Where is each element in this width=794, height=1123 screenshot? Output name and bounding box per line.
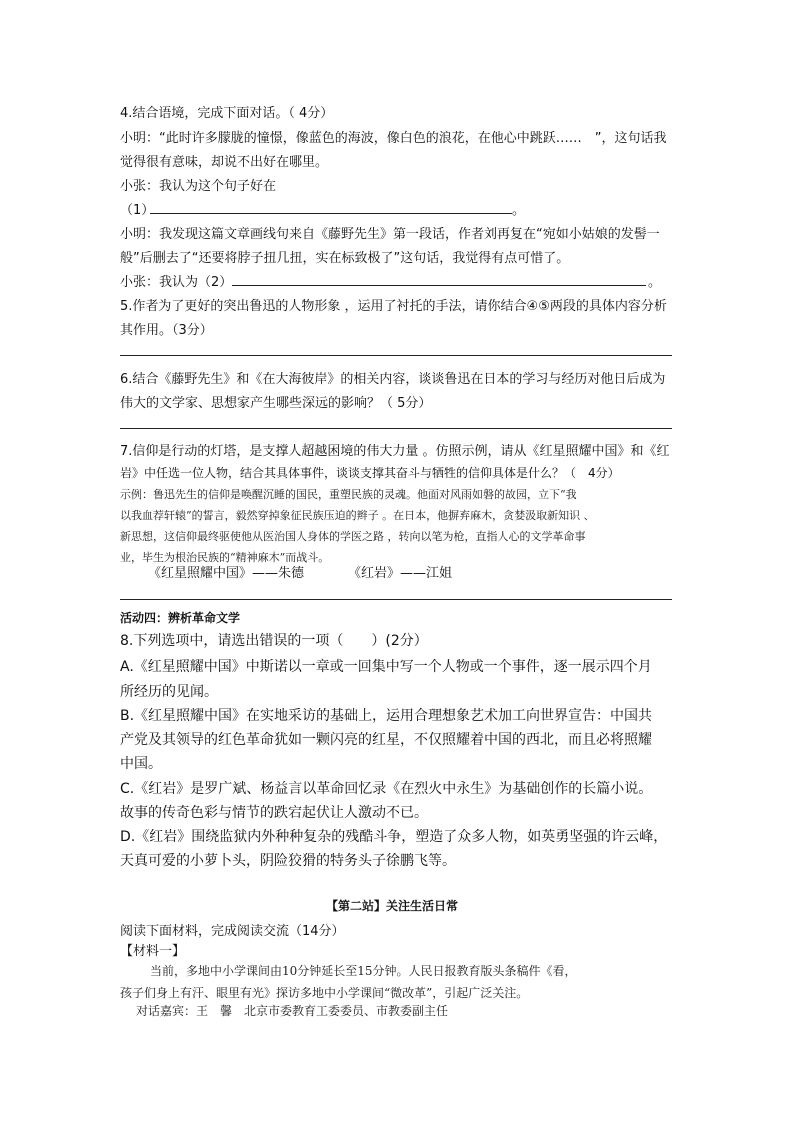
option-a: A.《红星照耀中国》中斯诺以一章或一回集中写一个人物或一个事件，逐一展示四个月 [120, 659, 652, 675]
blank1-label: （1） [120, 203, 155, 218]
q5-line: 其作用。（3分） [120, 323, 213, 338]
q4-line: 般”后删去了“还要将脖子扭几扭，实在标致极了”这句话，我觉得有点可惜了。 [120, 251, 570, 266]
answer-line-q7[interactable] [120, 599, 672, 600]
material-paragraph: 当前，多地中小学课间由10分钟延长至15分钟。人民日报教育版头条稿件《看， [150, 964, 577, 978]
q7-line: 岩》中任选一位人物，结合其具体事件，谈谈支撑其奋斗与牺牲的信仰具体是什么？（ 4分） [120, 466, 620, 480]
q6-line: 6.结合《藤野先生》和《在大海彼岸》的相关内容，谈谈鲁迅在日本的学习与经历对他日后成为 [120, 372, 666, 387]
q4-line: 小明：“此时许多朦胧的憧憬，像蓝色的海波，像白色的浪花，在他心中跳跃…… ”，这句话我 [120, 131, 667, 146]
material-label: 【材料一】 [120, 944, 186, 959]
q4-line: 觉得很有意味，却说不出好在哪里。 [120, 155, 329, 170]
station2-title: 【第二站】关注生活日常 [326, 899, 459, 913]
answer-line-q5[interactable] [120, 355, 672, 356]
option-d: D.《红岩》围绕监狱内外种种复杂的残酷斗争，塑造了众多人物，如英勇坚强的许云峰， [120, 829, 668, 845]
answer-blank-2[interactable] [232, 285, 646, 286]
q7-example: 示例：鲁迅先生的信仰是唤醒沉睡的国民，重塑民族的灵魂。他面对风雨如磐的故园，立下“我 [120, 488, 577, 501]
station2-intro: 阅读下面材料，完成阅读交流（14分） [120, 924, 345, 939]
q6-line: 伟大的文学家、思想家产生哪些深远的影响？（ 5分） [120, 396, 432, 411]
option-b: 产党及其领导的红色革命犹如一颗闪亮的红星，不仅照耀着中国的西北，而且必将照耀 [120, 732, 652, 748]
q8-title: 8.下列选项中，请选出错误的一项（ ）(2分） [120, 633, 428, 649]
q5-line: 5.作者为了更好的突出鲁迅的人物形象 ，运用了衬托的手法，请你结合④⑤两段的具体内容分析 [120, 299, 667, 314]
answer-line-q6[interactable] [120, 428, 672, 429]
q4-line: 小张：我认为（2） [120, 275, 233, 290]
q4-line: 小明：我发现这篇文章画线句来自《藤野先生》第一段话，作者刘再复在“宛如小姑娘的发髻一 [120, 227, 660, 242]
answer-blank-1[interactable] [150, 213, 512, 214]
q4-line: 小张：我认为这个句子好在 [120, 179, 277, 194]
option-c: 故事的传奇色彩与情节的跌宕起伏让人激动不已。 [120, 805, 428, 821]
blank2-period: 。 [648, 275, 662, 290]
q7-line: 7.信仰是行动的灯塔，是支撑人超越困境的伟大力量 。仿照示例，请从《红星照耀中国》和《红 [120, 444, 670, 459]
activity4-heading: 活动四：辨析革命文学 [120, 611, 241, 625]
material-paragraph: 孩子们身上有汗、眼里有光》探访多地中小学课间“微改革”，引起广泛关注。 [120, 986, 529, 1000]
q4-title: 4.结合语境，完成下面对话。（ 4分） [120, 106, 334, 121]
q7-choice-1: 《红星照耀中国》——朱德 [148, 566, 305, 581]
material-paragraph: 对话嘉宾：王 馨 北京市委教育工委委员、市教委副主任 [136, 1004, 449, 1018]
option-d: 天真可爱的小萝卜头，阴险狡猾的特务头子徐鹏飞等。 [120, 853, 456, 869]
option-c: C.《红岩》是罗广斌、杨益言以革命回忆录《在烈火中永生》为基础创作的长篇小说。 [120, 781, 653, 797]
q7-example: 以我血荐轩辕”的誓言，毅然穿掉象征民族压迫的辫子 。在日本，他摒弃麻木，贪婪汲取新知识 、 [120, 509, 595, 522]
q7-choice-2: 《红岩》——江姐 [348, 566, 453, 581]
q7-example: 新思想，这信仰最终驱使他从医治国人身体的学医之路 ，转向以笔为枪，直指人心的文学革命事 [120, 530, 586, 543]
q7-example: 业，毕生为根治民族的“精神麻木”而战斗。 [120, 551, 330, 564]
option-b: B.《红星照耀中国》在实地采访的基础上，运用合理想象艺术加工向世界宣告：中国共 [120, 708, 653, 724]
option-b: 中国。 [120, 756, 162, 772]
option-a: 所经历的见闻。 [120, 684, 218, 700]
blank1-period: 。 [512, 203, 526, 218]
